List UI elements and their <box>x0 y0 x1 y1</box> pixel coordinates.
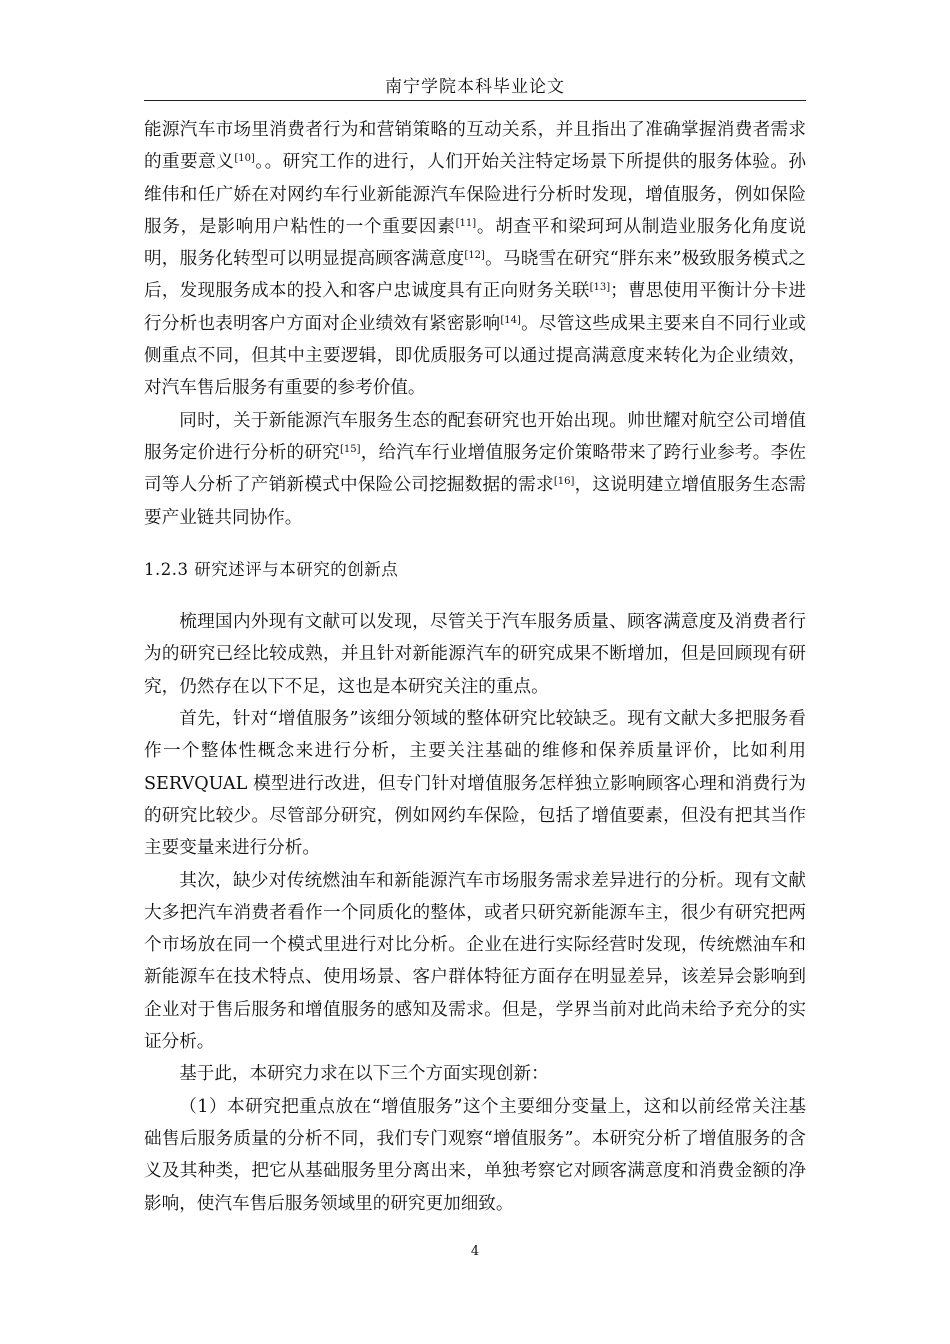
text-run: 基于此，本研究力求在以下三个方面实现创新： <box>179 1064 549 1085</box>
paragraph <box>144 703 806 864</box>
text-run: （1）本研究把重点放在“增值服务”这个主要细分变量上，这和以前经常关注基础售后服务质量的分析不同，我们专门观察“增值服务”。本研究分析了增值服务的含义及其种类，把它从基础服务里分离出来，单独考察它对顾客满意度和消费金额的净影响，使汽车售后服务领域里的研究更加细致。 <box>144 1096 806 1214</box>
text-run: 。。研究工作的进行，人们开始关注特定场景下所提供的服务体验。孙维伟和任广娇在对网约车行业新能源汽车保险进行分析时发现，增值服务，例如保险服务，是影响用户粘性的一个重要因素 <box>144 152 806 237</box>
citation-ref: [11] <box>455 217 477 229</box>
paragraph <box>144 1091 806 1220</box>
paragraph <box>144 1058 806 1090</box>
text-run: 。尽管这些成果主要来自不同行业或侧重点不同，但其中主要逻辑，即优质服务可以通过提高满意度来转化为企业绩效，对汽车售后服务有重要的参考价值。 <box>144 313 806 399</box>
text-run: 首先，针对“增值服务”该细分领域的整体研究比较缺乏。现有文献大多把服务看作一个整体性概念来进行分析，主要关注基础的维修和保养质量评价，比如利用 SERVQUAL 模型进行改进，但专门针对增值服务怎样独立影响顾客心理和消费行为的研究比较少。尽管部分研究，例如网约车保险，包括了增值要素，但没有把其当作主要变量来进行分析。 <box>144 709 806 859</box>
section-heading <box>144 554 806 586</box>
citation-ref: [15] <box>340 443 361 455</box>
text-run: 其次，缺少对传统燃油车和新能源汽车市场服务需求差异进行的分析。现有文献大多把汽车消费者看作一个同质化的整体，或者只研究新能源车主，很少有研究把两个市场放在同一个模式里进行对比分析。企业在进行实际经营时发现，传统燃油车和新能源车在技术特点、使用场景、客户群体特征方面存在明显差异，该差异会影响到企业对于售后服务和增值服务的感知及需求。但是，学界当前对此尚未给予充分的实证分析。 <box>144 870 806 1053</box>
citation-ref: [13] <box>589 282 611 294</box>
paragraph <box>144 865 806 1059</box>
header-rule <box>144 100 806 101</box>
citation-ref: [14] <box>500 314 521 326</box>
citation-ref: [12] <box>464 250 485 262</box>
text-run: 。胡查平和梁珂珂从制造业服务化角度说明，服务化转型可以明显提高顾客满意度 <box>144 216 806 270</box>
body-text <box>144 114 806 1220</box>
text-run: ，这说明建立增值服务生态需要产业链共同协作。 <box>144 475 806 528</box>
running-header: 南宁学院本科毕业论文 <box>385 77 565 97</box>
citation-ref: [16] <box>553 476 575 488</box>
citation-ref: [10] <box>234 153 255 165</box>
text-run: ；曹思使用平衡计分卡进行分析也表明客户方面对企业绩效有紧密影响 <box>144 281 806 334</box>
text-run: 同时，关于新能源汽车服务生态的配套研究也开始出现。帅世耀对航空公司增值服务定价进行分析的研究 <box>144 410 806 463</box>
page-number: 4 <box>470 1244 480 1259</box>
text-run: 能源汽车市场里消费者行为和营销策略的互动关系，并且指出了准确掌握消费者需求的重要意义 <box>144 120 806 173</box>
paragraph <box>144 606 806 703</box>
paragraph <box>144 114 806 405</box>
paragraph <box>144 405 806 534</box>
text-run: 1.2.3 研究述评与本研究的创新点 <box>144 559 399 579</box>
text-run: ，给汽车行业增值服务定价策略带来了跨行业参考。李佐司等人分析了产销新模式中保险公司挖掘数据的需求 <box>144 442 806 496</box>
text-run: 。马晓雪在研究“胖东来”极致服务模式之后，发现服务成本的投入和客户忠诚度具有正向财务关联 <box>144 249 806 302</box>
text-run: 梳理国内外现有文献可以发现，尽管关于汽车服务质量、顾客满意度及消费者行为的研究已经比较成熟，并且针对新能源汽车的研究成果不断增加，但是回顾现有研究，仍然存在以下不足，这也是本研究关注的重点。 <box>144 612 806 697</box>
